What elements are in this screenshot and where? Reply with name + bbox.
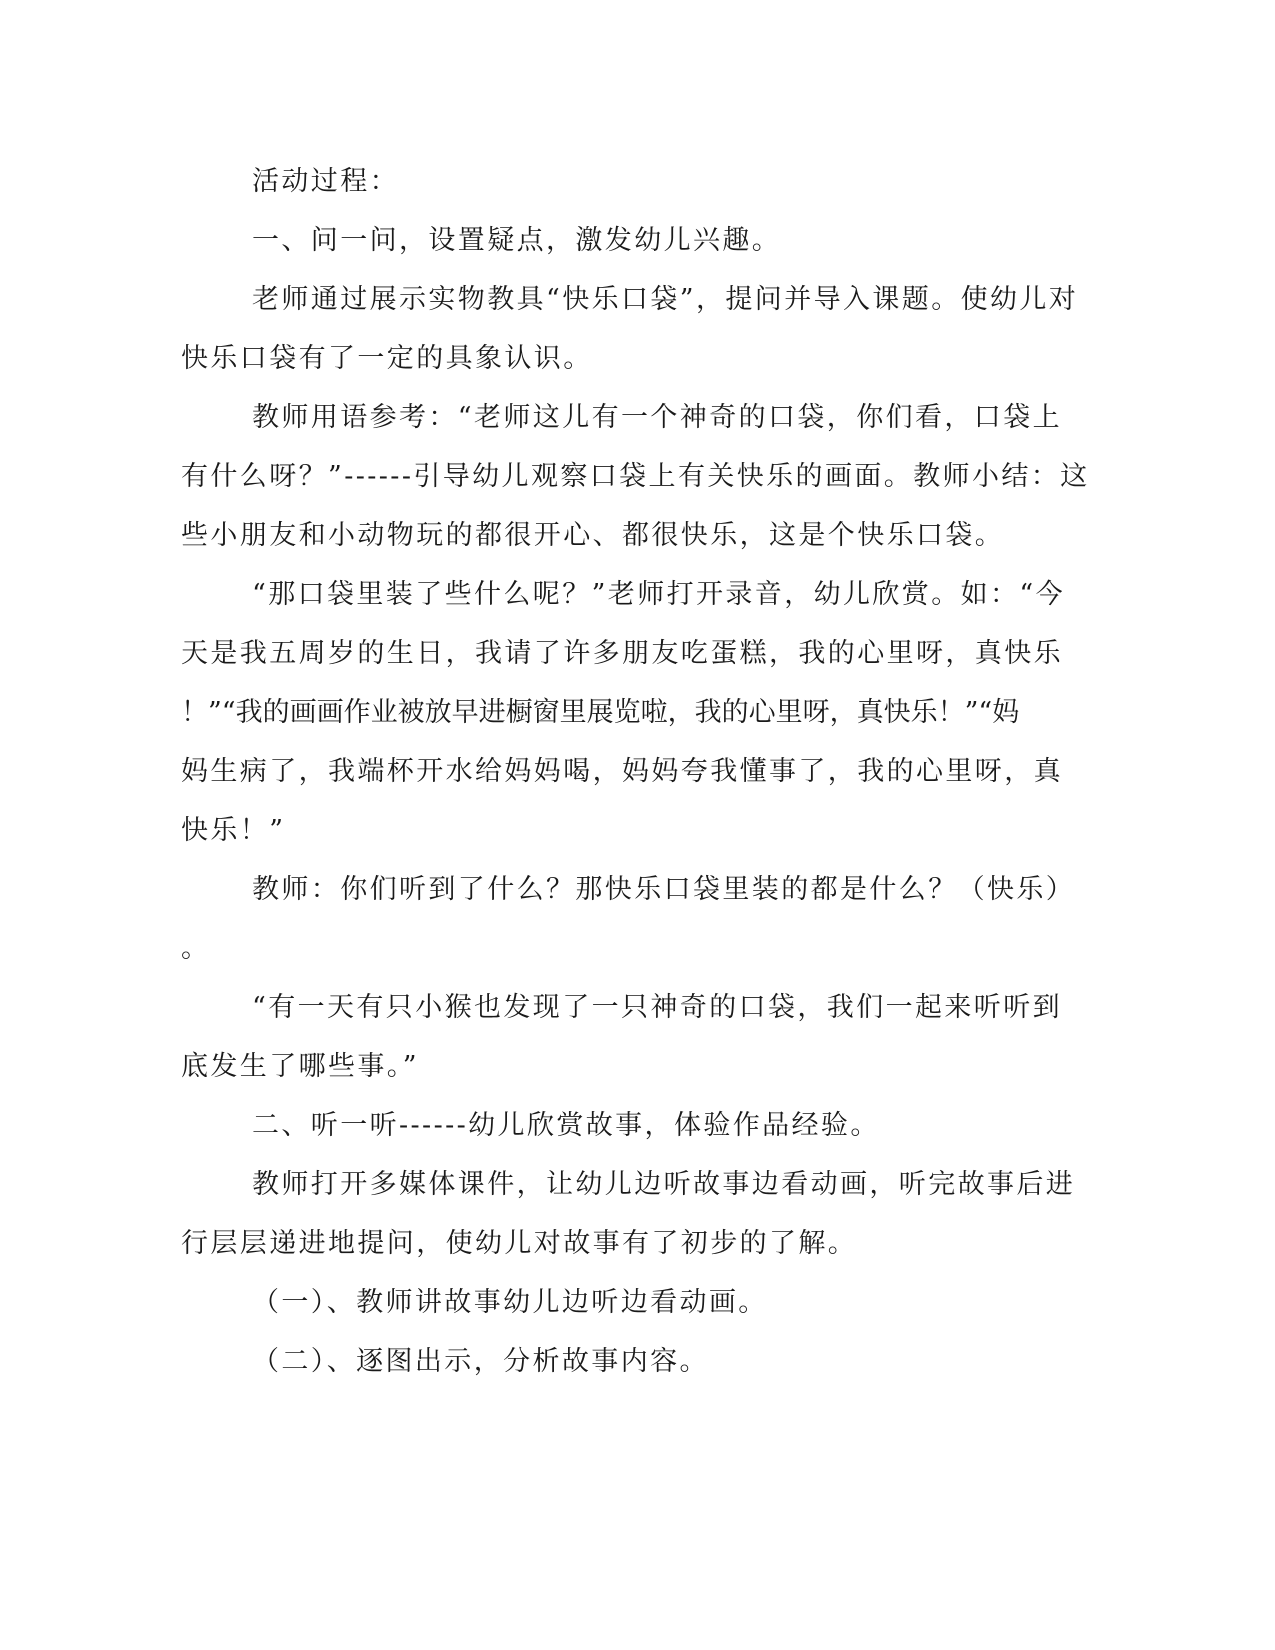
sub-step-one: （一）、教师讲故事幼儿边听边看动画。 (252, 1287, 768, 1318)
paragraph-line: 底发生了哪些事。” (181, 1051, 419, 1082)
section-heading-activity-process: 活动过程： (252, 166, 399, 197)
paragraph-line: “有一天有只小猴也发现了一只神奇的口袋，我们一起来听听到 (252, 992, 1063, 1023)
paragraph-line: 教师打开多媒体课件，让幼儿边听故事边看动画，听完故事后进 (252, 1169, 1076, 1200)
paragraph-line: 教师用语参考：“老师这儿有一个神奇的口袋，你们看，口袋上 (252, 402, 1063, 433)
paragraph-line: 。 (181, 933, 211, 964)
step-one-heading: 一、问一问，设置疑点，激发幼儿兴趣。 (252, 225, 782, 256)
paragraph-line: 教师：你们听到了什么？那快乐口袋里装的都是什么？（快乐） (252, 874, 1076, 905)
paragraph-line: 天是我五周岁的生日，我请了许多朋友吃蛋糕，我的心里呀，真快乐 (181, 638, 1063, 669)
step-two-heading: 二、听一听------幼儿欣赏故事，体验作品经验。 (252, 1110, 880, 1141)
paragraph-line: 行层层递进地提问，使幼儿对故事有了初步的了解。 (181, 1228, 858, 1259)
paragraph-line: 妈生病了，我端杯开水给妈妈喝，妈妈夸我懂事了，我的心里呀，真 (181, 756, 1063, 787)
paragraph-line: ！”“我的画画作业被放早进橱窗里展览啦，我的心里呀，真快乐！”“妈 (181, 697, 1020, 728)
paragraph-line: 老师通过展示实物教具“快乐口袋”，提问并导入课题。使幼儿对 (252, 284, 1079, 315)
sub-step-two: （二）、逐图出示，分析故事内容。 (252, 1346, 709, 1377)
paragraph-line: 快乐！” (181, 815, 286, 846)
paragraph-line: 有什么呀？”------引导幼儿观察口袋上有关快乐的画面。教师小结：这 (181, 461, 1090, 492)
paragraph-line: “那口袋里装了些什么呢？”老师打开录音，幼儿欣赏。如：“今 (252, 579, 1066, 610)
paragraph-line: 些小朋友和小动物玩的都很开心、都很快乐，这是个快乐口袋。 (181, 520, 1005, 551)
paragraph-line: 快乐口袋有了一定的具象认识。 (181, 343, 593, 374)
